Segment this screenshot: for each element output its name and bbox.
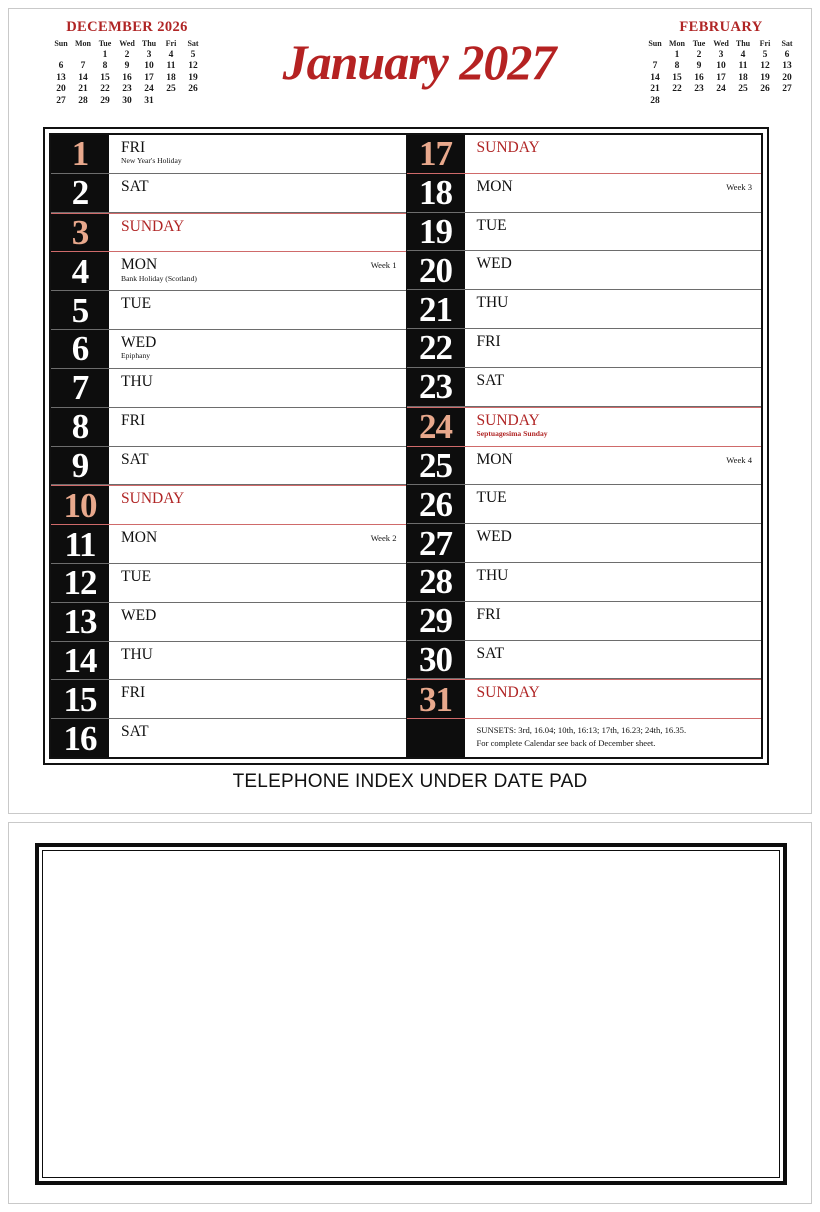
day-of-week: SUNDAY xyxy=(121,217,185,235)
day-number: 16 xyxy=(51,719,109,757)
weekday-header: Fri xyxy=(759,39,771,48)
mini-day: 18 xyxy=(738,72,748,83)
day-number: 2 xyxy=(51,174,109,212)
weekday-header: Thu xyxy=(735,39,751,48)
day-content[interactable] xyxy=(465,290,762,328)
day-row-13[interactable] xyxy=(51,603,406,642)
mini-calendar-week-row xyxy=(644,61,798,73)
footnotes-row xyxy=(407,719,762,757)
memo-area-border xyxy=(35,843,787,1185)
mini-day: 19 xyxy=(760,72,770,83)
mini-calendar-next-month xyxy=(621,19,820,107)
mini-day: 28 xyxy=(78,95,88,106)
mini-calendar-previous-table xyxy=(50,38,204,107)
mini-day: 25 xyxy=(738,84,748,94)
day-of-week: FRI xyxy=(121,411,146,429)
day-number: 21 xyxy=(407,290,465,328)
day-of-week: WED xyxy=(121,606,157,624)
mini-calendar-week-row xyxy=(644,73,798,85)
day-of-week: WED xyxy=(476,255,512,273)
mini-day: 21 xyxy=(78,84,88,94)
mini-day: 6 xyxy=(58,61,64,71)
mini-day: 15 xyxy=(100,72,110,83)
mini-day xyxy=(160,96,182,108)
mini-day: 17 xyxy=(716,72,726,83)
day-row-23[interactable] xyxy=(407,368,762,407)
mini-day: 23 xyxy=(694,84,704,94)
day-row-15[interactable] xyxy=(51,680,406,719)
mini-calendar-week-row xyxy=(50,50,204,62)
mini-calendar-previous-header-row xyxy=(50,38,204,50)
mini-day: 2 xyxy=(696,49,702,60)
day-row-2[interactable] xyxy=(51,174,406,213)
day-content[interactable] xyxy=(109,642,406,680)
day-of-week: FRI xyxy=(121,139,146,156)
mini-day: 16 xyxy=(694,72,704,83)
mini-day xyxy=(644,50,666,62)
mini-day: 30 xyxy=(122,95,132,106)
day-row-17[interactable] xyxy=(407,135,762,174)
day-number: 6 xyxy=(51,330,109,368)
day-number: 12 xyxy=(51,564,109,602)
day-of-week: SAT xyxy=(121,450,149,468)
mini-day: 16 xyxy=(122,72,132,83)
day-of-week: SAT xyxy=(476,644,505,662)
day-of-week: SUNDAY xyxy=(476,684,540,702)
day-row-4[interactable] xyxy=(51,252,406,291)
day-row-18[interactable] xyxy=(407,174,762,213)
day-row-11[interactable] xyxy=(51,525,406,564)
mini-day: 24 xyxy=(144,84,154,94)
weekday-header: Fri xyxy=(165,39,177,48)
mini-day: 2 xyxy=(124,49,130,60)
mini-day: 10 xyxy=(144,61,154,71)
day-row-25[interactable] xyxy=(407,447,762,486)
day-number: 28 xyxy=(407,563,465,601)
mini-day xyxy=(754,96,776,108)
day-of-week: TUE xyxy=(476,216,507,234)
mini-day: 3 xyxy=(146,49,152,60)
mini-day: 13 xyxy=(56,72,66,83)
footnotes-content xyxy=(465,719,762,757)
mini-day xyxy=(182,96,204,108)
day-row-7[interactable] xyxy=(51,369,406,408)
day-content[interactable] xyxy=(109,252,406,290)
mini-day: 1 xyxy=(102,49,108,60)
mini-day: 21 xyxy=(650,84,660,94)
mini-day xyxy=(72,50,94,62)
mini-day: 14 xyxy=(78,72,88,83)
day-note: New Year's Holiday xyxy=(121,156,182,166)
mini-day: 8 xyxy=(102,61,108,71)
day-number: 23 xyxy=(407,368,465,406)
day-row-14[interactable] xyxy=(51,642,406,681)
day-row-31[interactable] xyxy=(407,679,762,719)
week-label: Week 4 xyxy=(726,454,752,465)
day-content[interactable] xyxy=(109,214,406,252)
day-number: 17 xyxy=(407,135,465,173)
mini-calendar-week-row xyxy=(50,96,204,108)
day-content[interactable] xyxy=(109,525,406,563)
mini-day xyxy=(776,96,798,108)
mini-day: 20 xyxy=(782,72,792,83)
day-content[interactable] xyxy=(109,408,406,446)
day-row-30[interactable] xyxy=(407,641,762,680)
day-number: 5 xyxy=(51,291,109,329)
day-content[interactable] xyxy=(109,369,406,407)
sunsets-text: SUNSETS: 3rd, 16.04; 10th, 16:13; 17th, 16.23; 24th, 16.35. xyxy=(476,725,687,736)
mini-calendar-week-row xyxy=(50,61,204,73)
mini-calendar-next-title: FEBRUARY xyxy=(679,19,763,35)
mini-day xyxy=(688,96,710,108)
weekday-header: Thu xyxy=(141,39,157,48)
day-row-16[interactable] xyxy=(51,719,406,757)
day-row-22[interactable] xyxy=(407,329,762,368)
day-content[interactable] xyxy=(465,680,762,718)
mini-day: 25 xyxy=(166,84,176,94)
mini-calendar-next-table xyxy=(644,38,798,107)
mini-calendar-week-row xyxy=(644,50,798,62)
day-column-right xyxy=(407,135,762,757)
mini-day xyxy=(732,96,754,108)
day-number: 8 xyxy=(51,408,109,446)
day-row-29[interactable] xyxy=(407,602,762,641)
day-number: 13 xyxy=(51,603,109,641)
day-content[interactable] xyxy=(465,213,762,251)
mini-day: 13 xyxy=(782,61,792,71)
day-number: 22 xyxy=(407,329,465,367)
day-note: Epiphany xyxy=(121,351,151,361)
month-sheet xyxy=(8,8,812,814)
day-content[interactable] xyxy=(109,291,406,329)
day-row-20[interactable] xyxy=(407,251,762,290)
day-of-week: THU xyxy=(121,372,153,390)
mini-day: 28 xyxy=(650,95,660,106)
mini-day: 18 xyxy=(166,72,176,83)
day-content[interactable] xyxy=(109,719,406,757)
weekday-header: Sat xyxy=(781,39,793,48)
day-content[interactable] xyxy=(109,564,406,602)
mini-day: 27 xyxy=(782,84,792,94)
day-of-week: SAT xyxy=(476,371,505,389)
mini-day: 19 xyxy=(188,72,198,83)
mini-day xyxy=(666,96,688,108)
mini-calendar-previous-title: DECEMBER 2026 xyxy=(66,19,188,35)
mini-day: 15 xyxy=(672,72,682,83)
mini-calendar-previous-month xyxy=(27,19,227,107)
mini-day: 7 xyxy=(652,61,658,71)
sheet-header xyxy=(9,9,811,117)
day-of-week: MON xyxy=(121,256,158,274)
day-note: Septuagesima Sunday xyxy=(476,428,548,438)
day-of-week: SUNDAY xyxy=(121,490,185,508)
day-number: 9 xyxy=(51,447,109,485)
telephone-index-label: TELEPHONE INDEX UNDER DATE PAD xyxy=(232,771,588,792)
day-number: 30 xyxy=(407,641,465,679)
day-content[interactable] xyxy=(465,135,762,173)
day-number: 18 xyxy=(407,174,465,212)
mini-day: 4 xyxy=(168,49,174,60)
mini-day: 10 xyxy=(716,61,726,71)
page-title: January 2027 xyxy=(282,34,556,90)
mini-day: 24 xyxy=(716,84,726,94)
mini-day: 26 xyxy=(188,84,198,94)
reference-text: For complete Calendar see back of December sheet. xyxy=(476,737,656,748)
weekday-header: Wed xyxy=(119,39,135,48)
day-of-week: TUE xyxy=(476,489,507,507)
day-row-8[interactable] xyxy=(51,408,406,447)
memo-sheet xyxy=(8,822,812,1204)
day-number: 26 xyxy=(407,485,465,523)
mini-day: 23 xyxy=(122,84,132,94)
day-row-21[interactable] xyxy=(407,290,762,329)
day-note: Bank Holiday (Scotland) xyxy=(121,273,197,283)
day-number: 27 xyxy=(407,524,465,562)
day-content[interactable] xyxy=(465,447,762,485)
mini-calendar-week-row xyxy=(644,84,798,96)
day-of-week: FRI xyxy=(476,605,501,623)
day-number: 15 xyxy=(51,680,109,718)
day-content[interactable] xyxy=(109,447,406,485)
week-label: Week 2 xyxy=(370,533,397,544)
weekday-header: Sun xyxy=(54,39,68,48)
day-number: 29 xyxy=(407,602,465,640)
memo-writing-area[interactable] xyxy=(42,850,780,1178)
day-row-1[interactable] xyxy=(51,135,406,174)
mini-day: 27 xyxy=(56,95,66,106)
mini-day: 8 xyxy=(674,61,680,71)
weekday-header: Sun xyxy=(648,39,662,48)
day-content[interactable] xyxy=(109,603,406,641)
day-of-week: MON xyxy=(121,529,158,547)
day-content[interactable] xyxy=(465,329,762,367)
week-label: Week 3 xyxy=(726,181,752,192)
mini-day: 9 xyxy=(696,61,702,71)
mini-day: 22 xyxy=(100,84,110,94)
mini-day: 11 xyxy=(738,61,748,71)
day-number: 10 xyxy=(51,486,109,524)
day-content[interactable] xyxy=(465,251,762,289)
weekday-header: Mon xyxy=(669,39,685,48)
mini-day xyxy=(50,50,72,62)
mini-day: 9 xyxy=(124,61,130,71)
mini-day: 6 xyxy=(784,49,790,60)
day-row-3[interactable] xyxy=(51,213,406,253)
mini-day xyxy=(710,96,732,108)
day-of-week: TUE xyxy=(121,567,152,585)
day-of-week: THU xyxy=(121,645,153,663)
day-row-9[interactable] xyxy=(51,447,406,486)
day-number: 4 xyxy=(51,252,109,290)
day-of-week: TUE xyxy=(121,295,152,313)
day-content[interactable] xyxy=(465,368,762,406)
day-of-week: SAT xyxy=(121,177,149,195)
day-row-5[interactable] xyxy=(51,291,406,330)
day-row-10[interactable] xyxy=(51,485,406,525)
day-content[interactable] xyxy=(465,602,762,640)
day-grid xyxy=(49,133,763,759)
week-label: Week 1 xyxy=(370,260,397,271)
day-row-12[interactable] xyxy=(51,564,406,603)
day-number: 11 xyxy=(51,525,109,563)
mini-day: 5 xyxy=(762,49,768,60)
day-content[interactable] xyxy=(465,563,762,601)
day-column-left xyxy=(51,135,407,757)
day-row-24[interactable] xyxy=(407,407,762,447)
day-number: 14 xyxy=(51,642,109,680)
mini-day: 14 xyxy=(650,72,660,83)
mini-day: 5 xyxy=(190,49,196,60)
mini-calendar-week-row xyxy=(50,84,204,96)
day-number: 3 xyxy=(51,214,109,252)
mini-day: 26 xyxy=(760,84,770,94)
weekday-header: Wed xyxy=(713,39,729,48)
mini-day: 17 xyxy=(144,72,154,83)
day-content[interactable] xyxy=(465,485,762,523)
day-of-week: SUNDAY xyxy=(476,139,540,156)
day-of-week: WED xyxy=(476,528,512,546)
day-content[interactable] xyxy=(109,135,406,173)
day-row-19[interactable] xyxy=(407,213,762,252)
day-number: 25 xyxy=(407,447,465,485)
weekday-header: Tue xyxy=(692,39,706,48)
mini-calendar-week-row xyxy=(644,96,798,108)
day-number: 20 xyxy=(407,251,465,289)
day-content[interactable] xyxy=(465,641,762,679)
day-of-week: WED xyxy=(121,334,157,352)
weekday-header: Tue xyxy=(98,39,112,48)
mini-day: 12 xyxy=(760,61,770,71)
day-grid-frame xyxy=(43,127,769,765)
day-row-28[interactable] xyxy=(407,563,762,602)
day-of-week: FRI xyxy=(476,333,501,351)
day-row-27[interactable] xyxy=(407,524,762,563)
day-number: 1 xyxy=(51,135,109,173)
day-of-week: THU xyxy=(476,566,509,584)
mini-day: 12 xyxy=(188,61,198,71)
day-number: 19 xyxy=(407,213,465,251)
day-of-week: FRI xyxy=(121,684,146,702)
day-of-week: MON xyxy=(476,177,513,195)
footnotes-spacer xyxy=(407,719,465,757)
day-row-6[interactable] xyxy=(51,330,406,369)
day-content[interactable] xyxy=(465,408,762,446)
mini-day: 3 xyxy=(718,49,724,60)
day-of-week: MON xyxy=(476,450,513,468)
mini-day: 7 xyxy=(80,61,86,71)
day-content[interactable] xyxy=(465,174,762,212)
weekday-header: Sat xyxy=(187,39,199,48)
weekday-header: Mon xyxy=(75,39,91,48)
day-content[interactable] xyxy=(465,524,762,562)
day-content[interactable] xyxy=(109,486,406,524)
day-row-26[interactable] xyxy=(407,485,762,524)
mini-day: 11 xyxy=(166,61,176,71)
day-of-week: SAT xyxy=(121,723,149,741)
day-of-week: SUNDAY xyxy=(476,411,540,429)
day-content[interactable] xyxy=(109,680,406,718)
mini-calendar-week-row xyxy=(50,73,204,85)
mini-day: 31 xyxy=(144,95,154,106)
day-number: 24 xyxy=(407,408,465,446)
mini-day: 4 xyxy=(740,49,746,60)
day-of-week: THU xyxy=(476,294,509,312)
day-number: 7 xyxy=(51,369,109,407)
mini-day: 20 xyxy=(56,84,66,94)
day-number: 31 xyxy=(407,680,465,718)
mini-day: 29 xyxy=(100,95,110,106)
day-content[interactable] xyxy=(109,330,406,368)
mini-calendar-next-header-row xyxy=(644,38,798,50)
day-content[interactable] xyxy=(109,174,406,212)
mini-day: 1 xyxy=(674,49,680,60)
mini-day: 22 xyxy=(672,84,682,94)
